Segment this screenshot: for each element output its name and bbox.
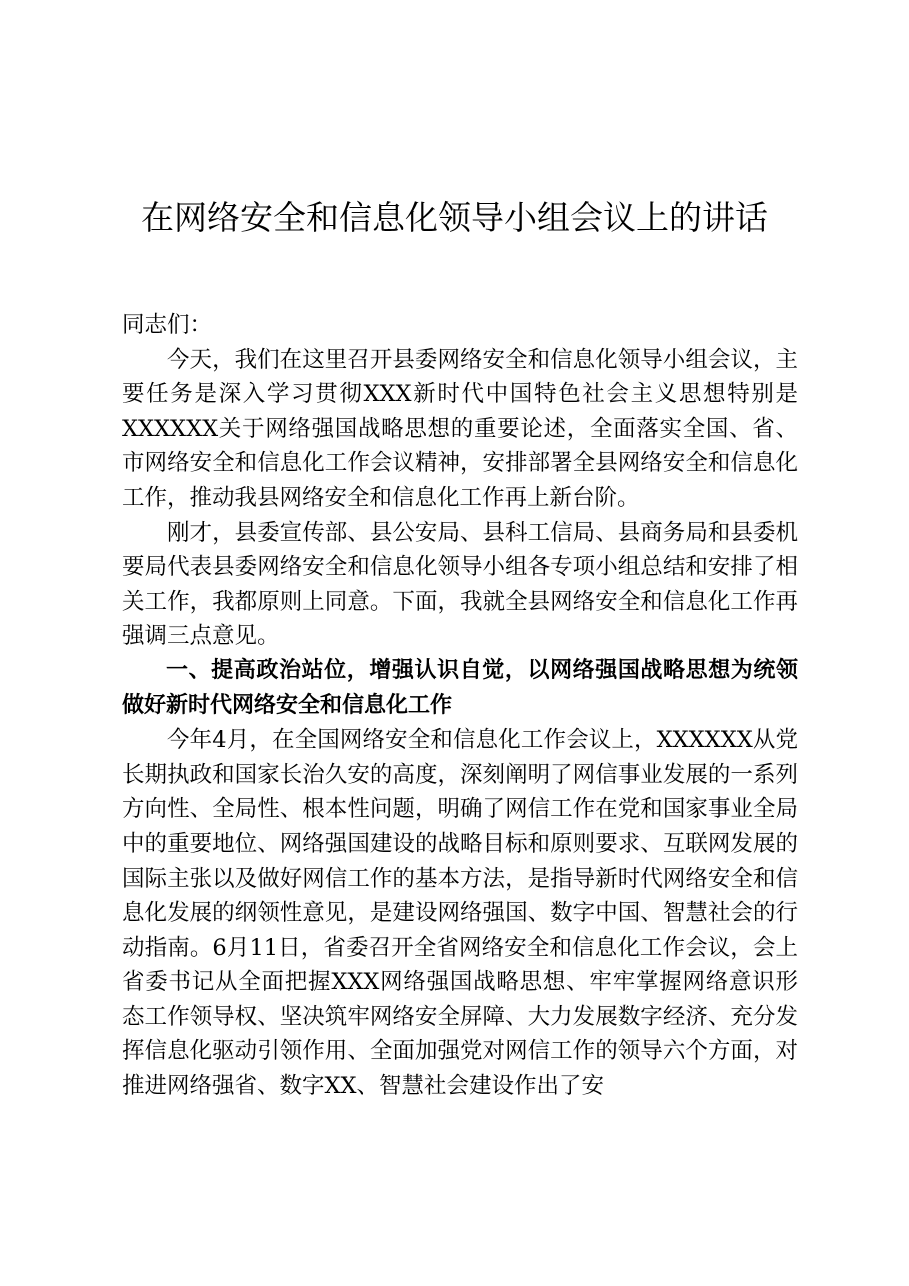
paragraph-opening: 今天，我们在这里召开县委网络安全和信息化领导小组会议，主要任务是深入学习贯彻XXX新时代中国特色社会主义思想特别是XXXXXX关于网络强国战略思想的重要论述，全面落实全国、省、市网络安全和信息化工作会议精神，安排部署全县网络安全和信息化工作，推动我县网络安全和信息化工作再上新台阶。 <box>122 346 798 511</box>
paragraph-summary: 刚才，县委宣传部、县公安局、县科工信局、县商务局和县委机要局代表县委网络安全和信息化领导小组各专项小组总结和安排了相关工作，我都原则上同意。下面，我就全县网络安全和信息化工作再强调三点意见。 <box>122 519 798 650</box>
paragraph-section-1: 今年4月，在全国网络安全和信息化工作会议上，XXXXXX从党长期执政和国家长治久安的高度，深刻阐明了网信事业发展的一系列方向性、全局性、根本性问题，明确了网信工作在党和国家事业全局中的重要地位、网络强国建设的战略目标和原则要求、互联网发展的国际主张以及做好网信工作的基本方法，是指导新时代网络安全和信息化发展的纲领性意见，是建设网络强国、数字中国、智慧社会的行动指南。6月11日，省委召开全省网络安全和信息化工作会议，会上省委书记从全面把握XXX网络强国战略思想、牢牢掌握网络意识形态工作领导权、坚决筑牢网络安全屏障、大力发展数字经济、充分发挥信息化驱动引领作用、全面加强党对网信工作的领导六个方面，对推进网络强省、数字XX、智慧社会建设作出了安 <box>122 727 798 1100</box>
section-heading-1: 一、提高政治站位，增强认识自觉，以网络强国战略思想为统领做好新时代网络安全和信息化工作 <box>122 657 798 718</box>
salutation: 同志们： <box>122 312 213 338</box>
document-body <box>122 308 798 1104</box>
document-title: 在网络安全和信息化领导小组会议上的讲话 <box>141 198 768 237</box>
